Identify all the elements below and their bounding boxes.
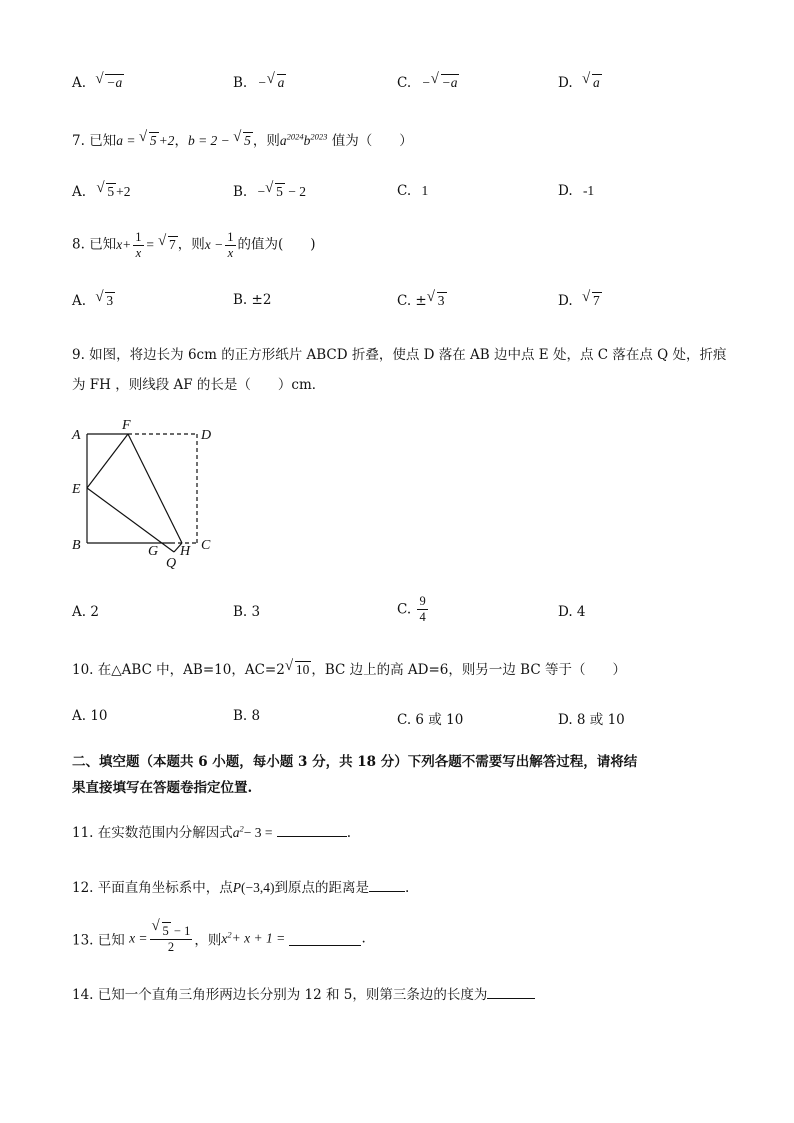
q7-exp2: 2023: [310, 131, 328, 142]
q10-option-b-label: B. 8: [233, 708, 261, 724]
label-q: Q: [166, 556, 177, 571]
q7-prefix: 已知: [89, 133, 117, 149]
q10-option-a-label: A. 10: [72, 708, 108, 724]
q12-stem: [72, 876, 409, 896]
q7-power-expr: $a^{2024}b^{2023}$: [279, 131, 328, 148]
q12-end: .: [405, 880, 410, 896]
q13-mid: ，则: [194, 932, 222, 949]
q6-option-c-expr: −√ −a: [421, 75, 459, 90]
q9-option-a: [72, 604, 99, 620]
q8-given-expr: x+ $\frac{1}{x}$ = √ 7: [116, 237, 178, 252]
q7-option-c: [397, 183, 428, 199]
q13-fraction: √ $\frac{5 - 1}{2}$: [150, 922, 193, 955]
q10-option-c: [397, 708, 463, 728]
q7-option-d-label: D.: [558, 183, 573, 199]
q10-suffix: ，BC 边上的高 AD=6，则另一边 BC 等于（ ）: [311, 662, 626, 678]
q13-x-eq: x =: [129, 930, 148, 946]
label-b: B: [72, 538, 81, 553]
label-a: A: [72, 428, 81, 443]
q9-square-fold-figure: [60, 415, 230, 575]
q9-option-b: [233, 604, 260, 620]
q13-denominator: 2: [167, 940, 175, 954]
q7-mid: ，: [174, 133, 188, 149]
q12-point-coords: (−3,4): [241, 880, 275, 895]
q7-option-a-label: A.: [72, 184, 87, 200]
q8-option-d-label: D.: [558, 293, 573, 309]
label-f: F: [122, 418, 131, 433]
q11-end: .: [346, 825, 352, 841]
q8-option-a-label: A.: [72, 293, 87, 309]
q6-option-d: [558, 74, 602, 91]
section2-heading-line1: 二、填空题（本题共 6 小题，每小题 3 分，共 18 分）下列各题不需要写出解答过程，请将结: [72, 754, 638, 770]
q8-option-b-label: B. ±2: [233, 292, 272, 308]
label-h: H: [180, 544, 191, 559]
q7-option-a-expr: √ 5 +2: [96, 184, 130, 199]
q14-stem: [72, 983, 535, 1003]
q8-prefix: 已知: [89, 236, 117, 253]
q11-stem: [72, 821, 351, 841]
q7-b-def: b = 2 − √ 5: [188, 133, 253, 148]
label-d: D: [201, 428, 212, 443]
q6-option-b-label: B.: [233, 75, 248, 91]
q9-option-c-label: C.: [397, 601, 412, 618]
q13-end: .: [361, 930, 366, 947]
q8-number: 8.: [72, 236, 85, 253]
q14-text: 14. 已知一个直角三角形两边长分别为 12 和 5，则第三条边的长度为: [72, 987, 488, 1003]
q10-option-b: [233, 708, 260, 724]
q13-expr: + x + 1 =: [231, 930, 286, 946]
q6-option-c-label: C.: [397, 75, 412, 91]
q14-answer-blank[interactable]: [487, 984, 535, 999]
q8-option-a: [72, 292, 115, 309]
q6-option-b: [233, 74, 286, 91]
q9-option-a-label: A. 2: [72, 604, 99, 620]
q10-stem: [72, 658, 626, 678]
q8-target-expr: x − $\frac{1}{x}$: [204, 230, 234, 260]
q8-option-a-expr: √ 3: [96, 292, 115, 309]
q12-prefix: 12. 平面直角坐标系中，点: [72, 880, 233, 896]
q12-point-p: P: [232, 880, 242, 895]
q6-option-d-label: D.: [558, 75, 573, 91]
q13-stem: [72, 922, 366, 955]
q6-option-d-expr: √ a: [583, 74, 602, 91]
q11-expr: $a^2$: [232, 823, 244, 840]
crease-fh: [128, 434, 182, 543]
q12-suffix: 到原点的距离是: [274, 880, 369, 896]
q8-option-d: [558, 292, 602, 309]
q11-prefix: 11. 在实数范围内分解因式: [72, 825, 233, 841]
q10-sqrt: [286, 661, 312, 678]
q9-option-c-numerator: 9: [419, 594, 426, 608]
q8-option-c-label: C. ±: [397, 293, 427, 309]
q7-exp1: 2024: [286, 131, 304, 142]
q9-stem-line2: 为 FH ，则线段 AF 的长是（ ）cm．: [72, 377, 326, 393]
q9-stem-line1: 9. 如图，将边长为 6cm 的正方形纸片 ABCD 折叠，使点 D 落在 AB 边中点 E 处，点 C 落在点 Q 处，折痕: [72, 347, 727, 363]
q6-option-c: [397, 74, 459, 91]
section2-heading-line2: 果直接填写在答题卷指定位置.: [72, 780, 253, 796]
q6-option-a: [72, 74, 124, 91]
q7-option-a: [72, 183, 130, 200]
q6-option-a-label: A.: [72, 75, 87, 91]
q8-option-b: [233, 292, 271, 308]
q7-option-b-expr: −√ 5 − 2: [258, 184, 307, 199]
q10-option-d: [558, 708, 625, 728]
q9-option-c-denominator: 4: [419, 610, 426, 624]
q8-option-c: [397, 292, 447, 309]
q9-option-c: [397, 594, 430, 625]
q7-option-c-label: C.: [397, 183, 412, 199]
label-e: E: [72, 482, 81, 497]
q10-option-c-label: C. 6 或 10: [397, 712, 464, 728]
q8-option-d-expr: √ 7: [583, 292, 602, 309]
q8-stem: [72, 230, 316, 261]
q7-option-b: [233, 183, 306, 200]
q7-stem: [72, 129, 413, 149]
q7-number: 7.: [72, 133, 85, 149]
label-g: G: [148, 544, 159, 559]
q10-option-a: [72, 708, 108, 724]
q11-expr-rest: − 3 =: [243, 825, 273, 840]
q7-a-def: a = √ 5 +2: [116, 133, 174, 148]
q7-option-d: [558, 183, 594, 199]
q6-option-a-expr: √ −a: [96, 74, 124, 91]
segment-ef: [87, 434, 128, 488]
q8-mid: ，则: [177, 236, 205, 253]
q11-answer-blank[interactable]: [277, 822, 347, 837]
q10-radicand: 10: [295, 662, 310, 677]
q12-answer-blank[interactable]: [369, 877, 405, 892]
q9-option-c-fraction: [417, 594, 427, 625]
label-c: C: [201, 538, 211, 553]
q7-option-d-value: -1: [582, 183, 595, 198]
q7-suffix: ，则: [252, 133, 280, 149]
q6-option-b-expr: −√ a: [258, 75, 287, 90]
q8-end: 的值为( ): [237, 236, 316, 253]
q13-x-squared: $x^2$: [221, 929, 232, 947]
q13-answer-blank[interactable]: [289, 931, 361, 946]
q10-option-d-label: D. 8 或 10: [558, 712, 625, 728]
q10-prefix: 10. 在△ABC 中，AB=10，AC=2: [72, 662, 285, 678]
q7-option-c-value: 1: [421, 183, 429, 198]
q13-prefix: 13. 已知: [72, 932, 125, 949]
q8-option-c-expr: √ 3: [428, 292, 447, 309]
q7-option-b-label: B.: [233, 184, 248, 200]
q9-option-b-label: B. 3: [233, 604, 261, 620]
q9-option-d-label: D. 4: [558, 604, 586, 620]
q7-end: 值为（ ）: [331, 133, 413, 149]
q9-option-d: [558, 604, 586, 620]
